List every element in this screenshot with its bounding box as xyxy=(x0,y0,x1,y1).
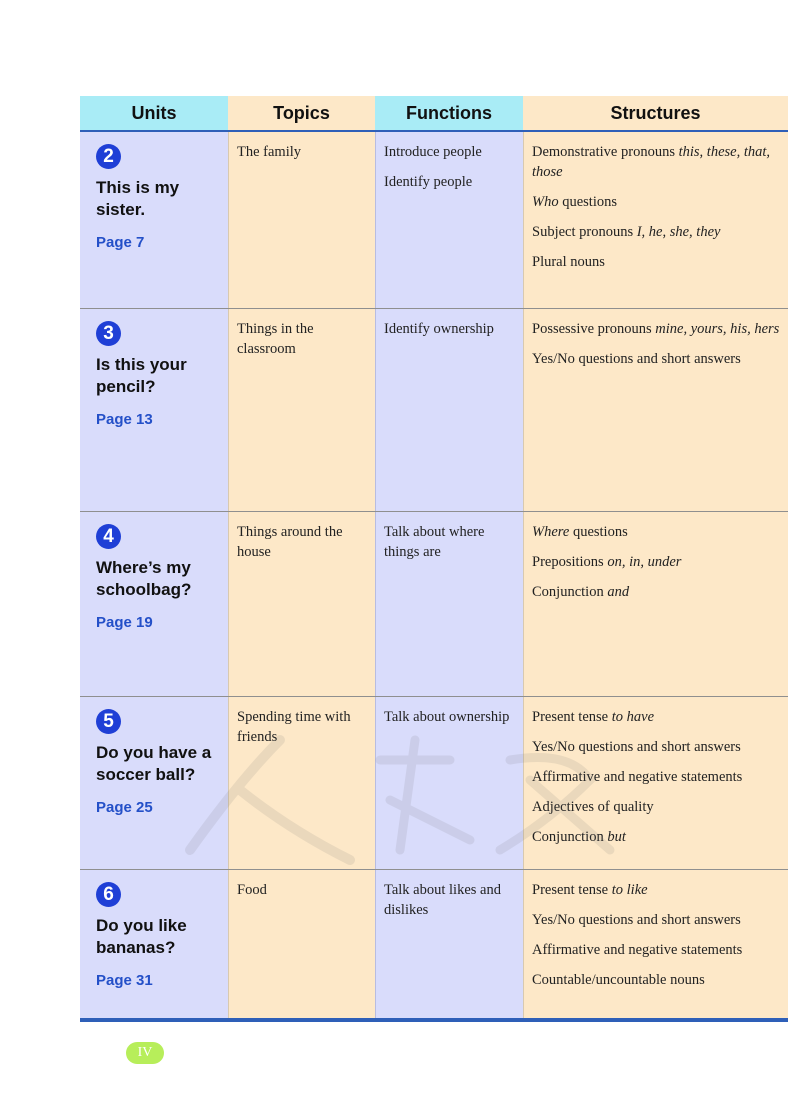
unit-number-badge: 2 xyxy=(96,144,121,169)
structure-label: Demonstrative pronouns xyxy=(532,144,679,160)
header-units: Units xyxy=(80,96,228,130)
structure-example: Where xyxy=(532,524,570,540)
structure-label: Yes/No questions and short answers xyxy=(532,912,741,928)
structure-example: on, in, under xyxy=(607,554,682,570)
structures-cell xyxy=(523,697,788,869)
structure-label: questions xyxy=(569,524,628,540)
function-text: Talk about ownership xyxy=(384,709,510,725)
unit-page-link[interactable]: Page 19 xyxy=(96,614,153,631)
topic-text: Food xyxy=(237,882,267,898)
structure-text xyxy=(532,827,780,847)
unit-cell xyxy=(80,132,228,308)
topic-text: Things in the classroom xyxy=(237,321,314,357)
unit-cell xyxy=(80,512,228,696)
structure-example: and xyxy=(607,584,630,600)
structure-label: Possessive pronouns xyxy=(532,321,656,337)
functions-cell xyxy=(375,132,523,308)
structure-label: Conjunction xyxy=(532,829,608,845)
unit-page-link[interactable]: Page 31 xyxy=(96,972,153,989)
structure-text xyxy=(532,319,780,339)
structure-label: Countable/uncountable nouns xyxy=(532,972,705,988)
topic-text: Things around the house xyxy=(237,524,343,560)
page-number: IV xyxy=(126,1042,164,1064)
structure-label: questions xyxy=(558,194,617,210)
unit-page-link[interactable]: Page 25 xyxy=(96,799,153,816)
topics-cell xyxy=(228,870,375,1020)
structure-text xyxy=(532,252,780,272)
unit-cell xyxy=(80,697,228,869)
structure-text xyxy=(532,880,780,900)
unit-cell xyxy=(80,870,228,1020)
structure-text xyxy=(532,797,780,817)
topics-cell xyxy=(228,512,375,696)
topics-cell xyxy=(228,132,375,308)
table-row xyxy=(80,870,788,1021)
table-row xyxy=(80,697,788,870)
unit-cell xyxy=(80,309,228,511)
structure-label: Plural nouns xyxy=(532,254,605,270)
structure-label: Affirmative and negative statements xyxy=(532,942,743,958)
structures-cell xyxy=(523,512,788,696)
structure-label: Affirmative and negative statements xyxy=(532,769,743,785)
table-header xyxy=(80,96,788,132)
unit-page-link[interactable]: Page 7 xyxy=(96,234,145,251)
function-text: Introduce people xyxy=(384,144,482,160)
structure-text xyxy=(532,522,780,542)
structure-text xyxy=(532,222,780,242)
structure-example: this, these, that, those xyxy=(532,144,771,180)
topics-cell xyxy=(228,309,375,511)
structure-label: Yes/No questions and short answers xyxy=(532,351,741,367)
structure-example: but xyxy=(607,829,626,845)
functions-cell xyxy=(375,697,523,869)
structure-example: Who xyxy=(532,194,559,210)
function-text: Identify ownership xyxy=(384,321,494,337)
structures-cell xyxy=(523,870,788,1020)
structure-label: Adjectives of quality xyxy=(532,799,654,815)
structure-text xyxy=(532,192,780,212)
structure-text xyxy=(532,940,780,960)
structure-label: Yes/No questions and short answers xyxy=(532,739,741,755)
structure-example: to have xyxy=(611,709,655,725)
functions-cell xyxy=(375,870,523,1020)
structure-text xyxy=(532,582,780,602)
structure-label: Subject pronouns xyxy=(532,224,637,240)
structure-example: I, he, she, they xyxy=(636,224,721,240)
unit-page-link[interactable]: Page 13 xyxy=(96,411,153,428)
topic-text: Spending time with friends xyxy=(237,709,351,745)
syllabus-table xyxy=(80,96,788,1021)
unit-title: Do you like bananas? xyxy=(96,916,187,957)
structure-label: Conjunction xyxy=(532,584,608,600)
table-row xyxy=(80,132,788,309)
structure-text xyxy=(532,737,780,757)
bottom-rule xyxy=(80,1018,788,1022)
unit-title: Is this your pencil? xyxy=(96,355,187,396)
structure-label: Present tense xyxy=(532,882,612,898)
structure-text xyxy=(532,970,780,990)
topics-cell xyxy=(228,697,375,869)
structures-cell xyxy=(523,309,788,511)
topic-text: The family xyxy=(237,144,302,160)
structure-text xyxy=(532,349,780,369)
structure-label: Prepositions xyxy=(532,554,608,570)
unit-number-badge: 4 xyxy=(96,524,121,549)
unit-title: This is my sister. xyxy=(96,178,180,219)
function-text: Talk about where things are xyxy=(384,524,485,560)
header-functions: Functions xyxy=(375,96,523,130)
unit-title: Where’s my schoolbag? xyxy=(96,558,192,599)
header-topics: Topics xyxy=(228,96,375,130)
functions-cell xyxy=(375,512,523,696)
function-text: Identify people xyxy=(384,174,473,190)
header-structures: Structures xyxy=(523,96,788,130)
structure-label: Present tense xyxy=(532,709,612,725)
function-text: Talk about likes and dislikes xyxy=(384,882,501,918)
unit-number-badge: 3 xyxy=(96,321,121,346)
unit-title: Do you have a soccer ball? xyxy=(96,743,212,784)
table-row xyxy=(80,512,788,697)
structure-text xyxy=(532,707,780,727)
table-row xyxy=(80,309,788,512)
functions-cell xyxy=(375,309,523,511)
structure-text xyxy=(532,142,780,182)
structures-cell xyxy=(523,132,788,308)
structure-text xyxy=(532,552,780,572)
structure-text xyxy=(532,767,780,787)
unit-number-badge: 5 xyxy=(96,709,121,734)
table-body xyxy=(80,132,788,1021)
structure-example: mine, yours, his, hers xyxy=(655,321,780,337)
unit-number-badge: 6 xyxy=(96,882,121,907)
structure-text xyxy=(532,910,780,930)
structure-example: to like xyxy=(611,882,648,898)
